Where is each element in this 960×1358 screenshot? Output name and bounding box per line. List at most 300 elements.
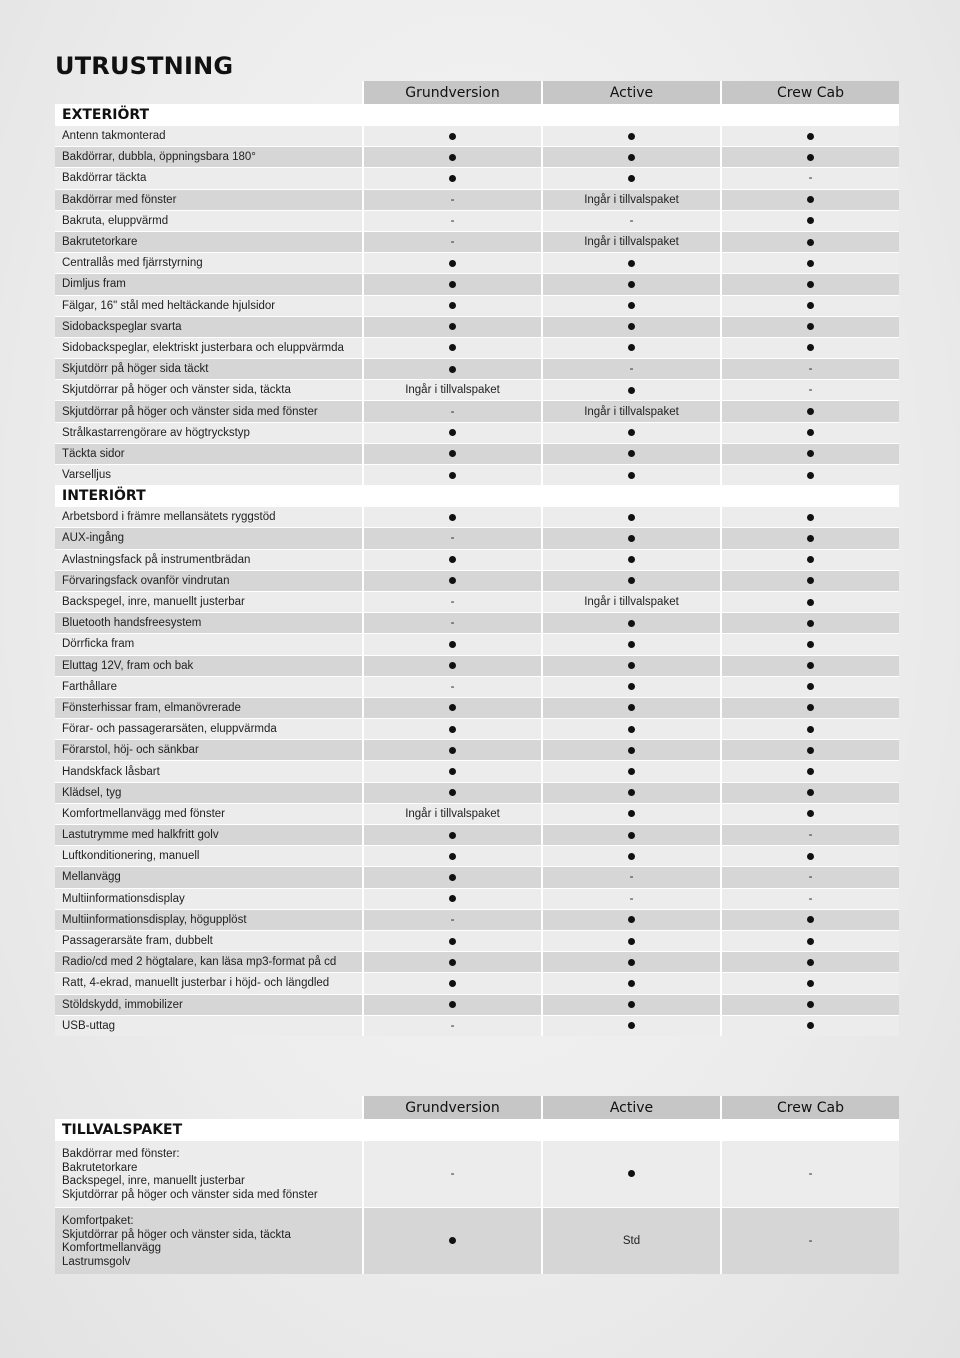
table-row (55, 295, 899, 316)
included-bullet-icon (628, 323, 635, 330)
value-active (541, 718, 720, 739)
included-bullet-icon (628, 175, 635, 182)
value-grundversion (362, 337, 541, 358)
value-crew-cab (720, 845, 899, 866)
header-spacer (55, 81, 362, 104)
package-item: Komfortmellanvägg (62, 1242, 162, 1254)
value-grundversion (362, 549, 541, 570)
included-bullet-icon (807, 959, 814, 966)
feature-label: Fönsterhissar fram, elmanövrerade (55, 697, 362, 718)
included-bullet-icon (807, 662, 814, 669)
value-crew-cab: - (720, 1207, 899, 1274)
included-bullet-icon (449, 1237, 456, 1244)
included-bullet-icon (628, 1170, 635, 1177)
included-bullet-icon (628, 832, 635, 839)
value-grundversion (362, 443, 541, 464)
feature-label: Ratt, 4-ekrad, manuellt justerbar i höjd- och längdled (55, 972, 362, 993)
value-crew-cab (720, 972, 899, 993)
page-title: UTRUSTNING (55, 52, 234, 80)
value-grundversion: - (362, 909, 541, 930)
value-grundversion: - (362, 231, 541, 252)
feature-label: Farthållare (55, 676, 362, 697)
value-crew-cab (720, 506, 899, 527)
value-grundversion (362, 316, 541, 337)
included-bullet-icon (807, 641, 814, 648)
table-row (55, 951, 899, 972)
included-bullet-icon (807, 408, 814, 415)
package-item: Skjutdörrar på höger och vänster sida med fönster (62, 1188, 318, 1201)
included-bullet-icon (628, 260, 635, 267)
included-bullet-icon (449, 344, 456, 351)
feature-label: Multiinformationsdisplay, högupplöst (55, 909, 362, 930)
value-crew-cab (720, 125, 899, 146)
included-bullet-icon (628, 641, 635, 648)
value-grundversion (362, 718, 541, 739)
value-crew-cab (720, 909, 899, 930)
included-bullet-icon (628, 281, 635, 288)
feature-label: Fälgar, 16" stål med heltäckande hjulsidor (55, 295, 362, 316)
included-bullet-icon (449, 853, 456, 860)
value-crew-cab (720, 231, 899, 252)
feature-label: Lastutrymme med halkfritt golv (55, 824, 362, 845)
table-row (55, 506, 899, 527)
value-grundversion (362, 252, 541, 273)
included-bullet-icon (807, 260, 814, 267)
included-bullet-icon (449, 895, 456, 902)
included-bullet-icon (449, 175, 456, 182)
included-bullet-icon (449, 832, 456, 839)
table-row (55, 591, 899, 612)
value-active: Ingår i tillvalspaket (541, 231, 720, 252)
value-crew-cab (720, 337, 899, 358)
table-row (55, 718, 899, 739)
value-grundversion (362, 506, 541, 527)
packages-table (55, 1096, 899, 1274)
included-bullet-icon (807, 556, 814, 563)
included-bullet-icon (449, 154, 456, 161)
table-row (55, 527, 899, 548)
included-bullet-icon (628, 747, 635, 754)
included-bullet-icon (807, 599, 814, 606)
table-row (55, 146, 899, 167)
value-active (541, 1140, 720, 1207)
included-bullet-icon (449, 959, 456, 966)
value-grundversion (362, 633, 541, 654)
table-row (55, 422, 899, 443)
value-grundversion (362, 146, 541, 167)
value-grundversion (362, 866, 541, 887)
included-bullet-icon (449, 768, 456, 775)
table-row (55, 443, 899, 464)
value-active: - (541, 210, 720, 231)
table-row (55, 972, 899, 993)
table-row (55, 125, 899, 146)
value-crew-cab (720, 549, 899, 570)
table-row (55, 782, 899, 803)
value-active (541, 824, 720, 845)
feature-label: Förar- och passagerarsäten, eluppvärmda (55, 718, 362, 739)
value-active (541, 549, 720, 570)
included-bullet-icon (807, 704, 814, 711)
package-item: Lastrumsgolv (62, 1255, 131, 1268)
package-description (55, 1140, 362, 1207)
included-bullet-icon (807, 1001, 814, 1008)
table-row (55, 655, 899, 676)
table-row (55, 570, 899, 591)
table-row (55, 760, 899, 781)
value-crew-cab (720, 697, 899, 718)
included-bullet-icon (449, 874, 456, 881)
value-grundversion (362, 358, 541, 379)
included-bullet-icon (628, 472, 635, 479)
included-bullet-icon (807, 217, 814, 224)
included-bullet-icon (807, 429, 814, 436)
value-crew-cab (720, 422, 899, 443)
feature-label: USB-uttag (55, 1015, 362, 1036)
value-grundversion (362, 655, 541, 676)
table-row (55, 316, 899, 337)
included-bullet-icon (449, 1001, 456, 1008)
value-crew-cab (720, 210, 899, 231)
value-active (541, 443, 720, 464)
value-crew-cab (720, 591, 899, 612)
value-active (541, 612, 720, 633)
included-bullet-icon (628, 726, 635, 733)
value-crew-cab: - (720, 358, 899, 379)
feature-label: Skjutdörr på höger sida täckt (55, 358, 362, 379)
value-grundversion (362, 422, 541, 443)
included-bullet-icon (807, 344, 814, 351)
included-bullet-icon (807, 620, 814, 627)
included-bullet-icon (807, 916, 814, 923)
included-bullet-icon (628, 789, 635, 796)
included-bullet-icon (628, 154, 635, 161)
included-bullet-icon (628, 535, 635, 542)
table-row (55, 1015, 899, 1036)
included-bullet-icon (807, 196, 814, 203)
value-active (541, 146, 720, 167)
table-row (55, 231, 899, 252)
value-crew-cab (720, 612, 899, 633)
table-row (55, 273, 899, 294)
value-crew-cab (720, 760, 899, 781)
value-active (541, 273, 720, 294)
value-grundversion: - (362, 210, 541, 231)
value-crew-cab (720, 994, 899, 1015)
column-header-active: Active (541, 1096, 720, 1119)
included-bullet-icon (807, 514, 814, 521)
value-crew-cab (720, 252, 899, 273)
table-row (55, 379, 899, 400)
value-crew-cab (720, 1015, 899, 1036)
value-active (541, 570, 720, 591)
table-row (55, 739, 899, 760)
table-row (55, 845, 899, 866)
included-bullet-icon (807, 472, 814, 479)
included-bullet-icon (807, 747, 814, 754)
table-row (55, 358, 899, 379)
value-grundversion: - (362, 612, 541, 633)
feature-label: Strålkastarrengörare av högtryckstyp (55, 422, 362, 443)
column-header-grundversion: Grundversion (362, 1096, 541, 1119)
value-grundversion (362, 464, 541, 485)
value-crew-cab (720, 400, 899, 421)
feature-label: Luftkonditionering, manuell (55, 845, 362, 866)
included-bullet-icon (807, 768, 814, 775)
feature-label: Skjutdörrar på höger och vänster sida, täckta (55, 379, 362, 400)
feature-label: Eluttag 12V, fram och bak (55, 655, 362, 676)
value-active (541, 655, 720, 676)
value-crew-cab (720, 718, 899, 739)
value-grundversion: - (362, 189, 541, 210)
value-crew-cab (720, 676, 899, 697)
value-active (541, 527, 720, 548)
included-bullet-icon (449, 726, 456, 733)
table-row (55, 930, 899, 951)
value-crew-cab (720, 739, 899, 760)
section-header-row (55, 485, 899, 506)
value-active (541, 845, 720, 866)
included-bullet-icon (449, 366, 456, 373)
included-bullet-icon (449, 556, 456, 563)
package-item: Backspegel, inre, manuellt justerbar (62, 1175, 245, 1187)
included-bullet-icon (628, 620, 635, 627)
included-bullet-icon (449, 323, 456, 330)
table-row (55, 633, 899, 654)
value-crew-cab (720, 633, 899, 654)
included-bullet-icon (449, 133, 456, 140)
value-crew-cab (720, 464, 899, 485)
included-bullet-icon (628, 450, 635, 457)
value-active (541, 379, 720, 400)
value-crew-cab (720, 295, 899, 316)
table-row (55, 676, 899, 697)
table-row (55, 400, 899, 421)
value-grundversion (362, 167, 541, 188)
included-bullet-icon (628, 577, 635, 584)
table-header-row (55, 81, 899, 104)
value-crew-cab: - (720, 888, 899, 909)
value-crew-cab: - (720, 379, 899, 400)
included-bullet-icon (807, 323, 814, 330)
value-crew-cab (720, 930, 899, 951)
value-active (541, 909, 720, 930)
included-bullet-icon (807, 302, 814, 309)
value-active (541, 972, 720, 993)
table-row (55, 252, 899, 273)
value-grundversion (362, 782, 541, 803)
feature-label: Bakdörrar med fönster (55, 189, 362, 210)
included-bullet-icon (628, 683, 635, 690)
value-active (541, 633, 720, 654)
included-bullet-icon (807, 535, 814, 542)
feature-label: Bakdörrar täckta (55, 167, 362, 188)
included-bullet-icon (449, 577, 456, 584)
value-active (541, 295, 720, 316)
section-title-tillvalspaket: TILLVALSPAKET (55, 1119, 899, 1140)
value-active (541, 422, 720, 443)
included-bullet-icon (449, 938, 456, 945)
feature-label: Dörrficka fram (55, 633, 362, 654)
value-grundversion: - (362, 676, 541, 697)
value-grundversion (362, 845, 541, 866)
value-active (541, 125, 720, 146)
packages-header-row (55, 1096, 899, 1119)
included-bullet-icon (628, 514, 635, 521)
feature-label: Arbetsbord i främre mellansätets ryggstöd (55, 506, 362, 527)
value-active (541, 676, 720, 697)
package-item: Bakrutetorkare (62, 1161, 138, 1174)
value-grundversion: - (362, 400, 541, 421)
included-bullet-icon (449, 429, 456, 436)
value-grundversion (362, 125, 541, 146)
included-bullet-icon (628, 768, 635, 775)
value-grundversion (362, 951, 541, 972)
included-bullet-icon (628, 853, 635, 860)
table-row (55, 464, 899, 485)
value-active (541, 506, 720, 527)
value-active (541, 994, 720, 1015)
included-bullet-icon (807, 154, 814, 161)
feature-label: Stöldskydd, immobilizer (55, 994, 362, 1015)
feature-label: Antenn takmonterad (55, 125, 362, 146)
feature-label: Radio/cd med 2 högtalare, kan läsa mp3-format på cd (55, 951, 362, 972)
value-crew-cab (720, 146, 899, 167)
value-crew-cab (720, 782, 899, 803)
feature-label: Passagerarsäte fram, dubbelt (55, 930, 362, 951)
value-active (541, 337, 720, 358)
included-bullet-icon (628, 704, 635, 711)
value-active (541, 951, 720, 972)
included-bullet-icon (807, 133, 814, 140)
value-crew-cab (720, 273, 899, 294)
value-active (541, 697, 720, 718)
section-header-row (55, 104, 899, 125)
feature-label: Bluetooth handsfreesystem (55, 612, 362, 633)
table-row (55, 866, 899, 887)
table-row (55, 909, 899, 930)
table-row (55, 210, 899, 231)
table-row (55, 189, 899, 210)
value-grundversion (362, 739, 541, 760)
feature-label: Bakrutetorkare (55, 231, 362, 252)
included-bullet-icon (449, 450, 456, 457)
value-grundversion (362, 994, 541, 1015)
value-crew-cab (720, 189, 899, 210)
value-crew-cab: - (720, 824, 899, 845)
included-bullet-icon (628, 810, 635, 817)
section-header-row (55, 1119, 899, 1140)
package-row (55, 1207, 899, 1274)
feature-label: Centrallås med fjärrstyrning (55, 252, 362, 273)
included-bullet-icon (628, 387, 635, 394)
feature-label: Handskfack låsbart (55, 760, 362, 781)
table-row (55, 167, 899, 188)
value-crew-cab (720, 655, 899, 676)
table-row (55, 824, 899, 845)
included-bullet-icon (807, 853, 814, 860)
included-bullet-icon (449, 514, 456, 521)
value-active (541, 252, 720, 273)
feature-label: AUX-ingång (55, 527, 362, 548)
feature-label: Backspegel, inre, manuellt justerbar (55, 591, 362, 612)
included-bullet-icon (628, 959, 635, 966)
value-grundversion (362, 760, 541, 781)
header-spacer (55, 1096, 362, 1119)
value-active (541, 760, 720, 781)
included-bullet-icon (449, 747, 456, 754)
included-bullet-icon (807, 1022, 814, 1029)
value-grundversion (362, 697, 541, 718)
value-active (541, 167, 720, 188)
section-title: EXTERIÖRT (55, 104, 899, 125)
value-crew-cab (720, 316, 899, 337)
included-bullet-icon (449, 281, 456, 288)
value-grundversion: Ingår i tillvalspaket (362, 379, 541, 400)
included-bullet-icon (628, 1001, 635, 1008)
included-bullet-icon (628, 344, 635, 351)
feature-label: Sidobackspeglar, elektriskt justerbara och eluppvärmda (55, 337, 362, 358)
value-crew-cab (720, 951, 899, 972)
value-grundversion (362, 930, 541, 951)
included-bullet-icon (807, 683, 814, 690)
feature-label: Skjutdörrar på höger och vänster sida med fönster (55, 400, 362, 421)
table-row (55, 994, 899, 1015)
value-grundversion: - (362, 1140, 541, 1207)
included-bullet-icon (628, 980, 635, 987)
included-bullet-icon (449, 704, 456, 711)
feature-label: Förvaringsfack ovanför vindrutan (55, 570, 362, 591)
included-bullet-icon (807, 810, 814, 817)
section-title: INTERIÖRT (55, 485, 899, 506)
value-active (541, 1015, 720, 1036)
feature-label: Avlastningsfack på instrumentbrädan (55, 549, 362, 570)
package-item: Skjutdörrar på höger och vänster sida, täckta (62, 1228, 291, 1241)
feature-label: Förarstol, höj- och sänkbar (55, 739, 362, 760)
value-active: Ingår i tillvalspaket (541, 400, 720, 421)
value-active (541, 739, 720, 760)
included-bullet-icon (449, 641, 456, 648)
included-bullet-icon (807, 577, 814, 584)
value-active (541, 316, 720, 337)
included-bullet-icon (449, 662, 456, 669)
column-header-active: Active (541, 81, 720, 104)
included-bullet-icon (628, 662, 635, 669)
package-name: Komfortpaket: (62, 1215, 134, 1227)
feature-label: Klädsel, tyg (55, 782, 362, 803)
value-active (541, 930, 720, 951)
value-grundversion (362, 295, 541, 316)
included-bullet-icon (449, 472, 456, 479)
value-active: Ingår i tillvalspaket (541, 591, 720, 612)
included-bullet-icon (628, 302, 635, 309)
value-active: - (541, 358, 720, 379)
value-crew-cab (720, 527, 899, 548)
value-grundversion (362, 273, 541, 294)
value-grundversion: - (362, 1015, 541, 1036)
feature-label: Bakruta, eluppvärmd (55, 210, 362, 231)
column-header-crew-cab: Crew Cab (720, 1096, 899, 1119)
feature-label: Sidobackspeglar svarta (55, 316, 362, 337)
value-grundversion (362, 824, 541, 845)
included-bullet-icon (807, 239, 814, 246)
included-bullet-icon (628, 133, 635, 140)
table-row (55, 888, 899, 909)
feature-label: Täckta sidor (55, 443, 362, 464)
value-active: Ingår i tillvalspaket (541, 189, 720, 210)
value-grundversion (362, 972, 541, 993)
feature-label: Varselljus (55, 464, 362, 485)
